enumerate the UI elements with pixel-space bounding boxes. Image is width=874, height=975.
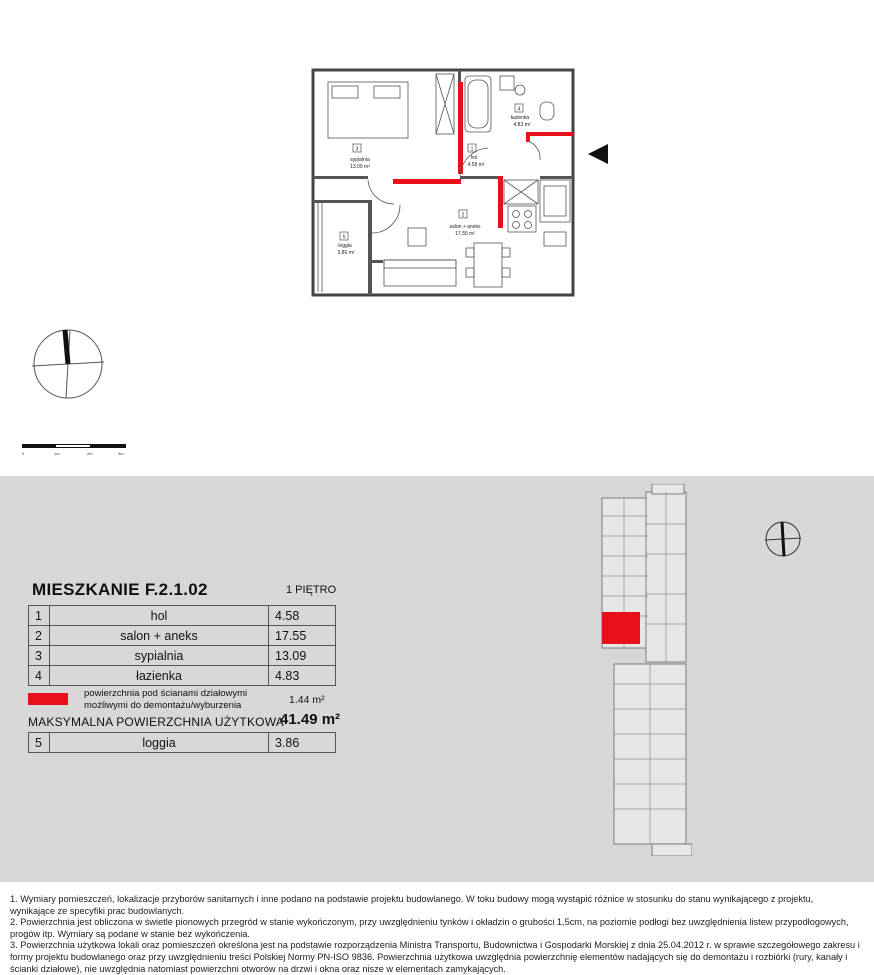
room-num: 4	[29, 666, 50, 686]
room-name: salon + aneks	[449, 224, 481, 230]
sink	[500, 76, 514, 90]
door-swing	[372, 205, 400, 233]
demolishable-wall	[393, 179, 461, 184]
room-num: 5	[342, 234, 346, 241]
room-area: 3.86 m²	[337, 250, 355, 256]
room-area: 4.83	[269, 666, 336, 686]
wall-segment	[313, 200, 369, 203]
legend-line: powierzchnia pod ścianami działowymi	[84, 688, 248, 699]
room-name: loggia	[50, 733, 269, 753]
footnote: 1. Wymiary pomieszczeń, lokalizacje przyborów sanitarnych i inne podano na podstawie projektu budowlanego. W toku budowy mogą wystąpić różnice w stosunku do stanu wynikającego z projektu, wynikające ze specyfiki prac budowlanych.	[10, 894, 814, 916]
room-area: 4.58 m²	[467, 162, 485, 168]
toilet	[540, 102, 554, 120]
legend-value: 1.44 m²	[289, 694, 325, 706]
scale-label: 0	[22, 451, 25, 456]
cooktop	[508, 206, 536, 232]
building-site-plan	[596, 484, 692, 856]
max-area-value: 41.49 m²	[280, 711, 341, 728]
table-row	[29, 646, 336, 666]
room-num: 4	[517, 106, 521, 113]
scale-bar	[22, 444, 126, 460]
max-area-label: MAKSYMALNA POWIERZCHNIA UŻYTKOWA	[28, 715, 284, 729]
demolishable-wall	[498, 176, 503, 228]
footnote: 2. Powierzchnia jest obliczona w świetle pionowych przegród w stanie wykończonym, przy uwzględnieniu tynków i okładzin o grubości 1,5cm, na poziomie podłogi bez uwzględnienia listew przypodłogowych, progów itp. Wymiary są podane w stanie bez wykończenia.	[10, 917, 849, 939]
room-num: 3	[29, 646, 50, 666]
footnote: 3. Powierzchnia użytkowa lokali oraz pomieszczeń określona jest na podstawie rozporządzenia Ministra Transportu, Budownictwa i Gospodarki Morskiej z dnia 25.04.2012 r. w sprawie szczegółowego zakresu i formy projektu budowlanego oraz przy uwzględnieniu treści Polskiej Normy PN-ISO 9836. Powierzchnia użytkowa uwzględnia powierzchnię elementów nadających się do demontażu i rozbiórki (rury, kanały i ścianki działowe), nie uwzględnia natomiast powierzchni otworów na drzwi i okna oraz nisze w elementach zamykających.	[10, 940, 860, 974]
room-name: sypialnia	[50, 646, 269, 666]
table-row	[29, 626, 336, 646]
room-name: hol	[470, 155, 478, 161]
bed	[328, 82, 408, 138]
dining-table	[474, 243, 502, 287]
kitchen-sink	[544, 232, 566, 246]
room-num: 2	[461, 212, 465, 219]
wall-segment	[313, 176, 368, 179]
footnotes	[10, 894, 860, 975]
room-name: loggia	[338, 243, 352, 249]
scale-label: 3m	[118, 451, 124, 456]
building-wing	[652, 484, 684, 494]
apartment-highlight	[602, 612, 640, 644]
floor-label: 1 PIĘTRO	[286, 584, 337, 596]
room-name: hol	[50, 606, 269, 626]
wall-segment	[460, 176, 500, 179]
demolishable-wall	[526, 132, 573, 136]
room-area: 4.58	[269, 606, 336, 626]
room-area: 13.09 m²	[350, 164, 370, 170]
demolishable-wall	[526, 132, 530, 142]
legend-line: możliwymi do demontażu/wyburzenia	[84, 700, 242, 711]
apartment-title: MIESZKANIE F.2.1.02	[32, 580, 208, 599]
scale-label: 1m	[54, 451, 60, 456]
room-num: 5	[29, 733, 50, 753]
demolishable-wall	[458, 82, 463, 174]
pillow	[332, 86, 358, 98]
extra-rooms-table	[28, 732, 336, 753]
rooms-table	[28, 605, 336, 686]
room-area: 4.83 m²	[513, 122, 531, 128]
table-row	[29, 733, 336, 753]
room-num: 1	[470, 146, 474, 153]
room-area: 17.55 m²	[455, 231, 475, 237]
building-wing	[652, 844, 692, 856]
room-name: łazienka	[50, 666, 269, 686]
room-name: salon + aneks	[50, 626, 269, 646]
door-swing	[530, 142, 540, 160]
room-area: 17.55	[269, 626, 336, 646]
table-row	[29, 666, 336, 686]
room-num: 1	[29, 606, 50, 626]
wall-segment	[368, 200, 372, 295]
room-name: łazienka	[510, 115, 530, 121]
room-area: 3.86	[269, 733, 336, 753]
wall-segment	[368, 260, 383, 263]
scale-label: 2m	[87, 451, 93, 456]
sofa	[384, 260, 456, 286]
room-num: 3	[355, 146, 359, 153]
compass-icon	[30, 328, 106, 400]
washer	[515, 85, 525, 95]
room-num: 2	[29, 626, 50, 646]
floor-plan	[308, 68, 578, 298]
armchair	[408, 228, 426, 246]
pillow	[374, 86, 400, 98]
wall-segment	[540, 176, 573, 179]
entrance-arrow-icon	[586, 142, 610, 166]
room-area: 13.09	[269, 646, 336, 666]
room-name: sypialnia	[350, 157, 370, 163]
demolishable-legend-swatch	[28, 693, 68, 705]
table-row	[29, 606, 336, 626]
compass-icon	[764, 520, 802, 558]
legend-text	[84, 688, 274, 712]
